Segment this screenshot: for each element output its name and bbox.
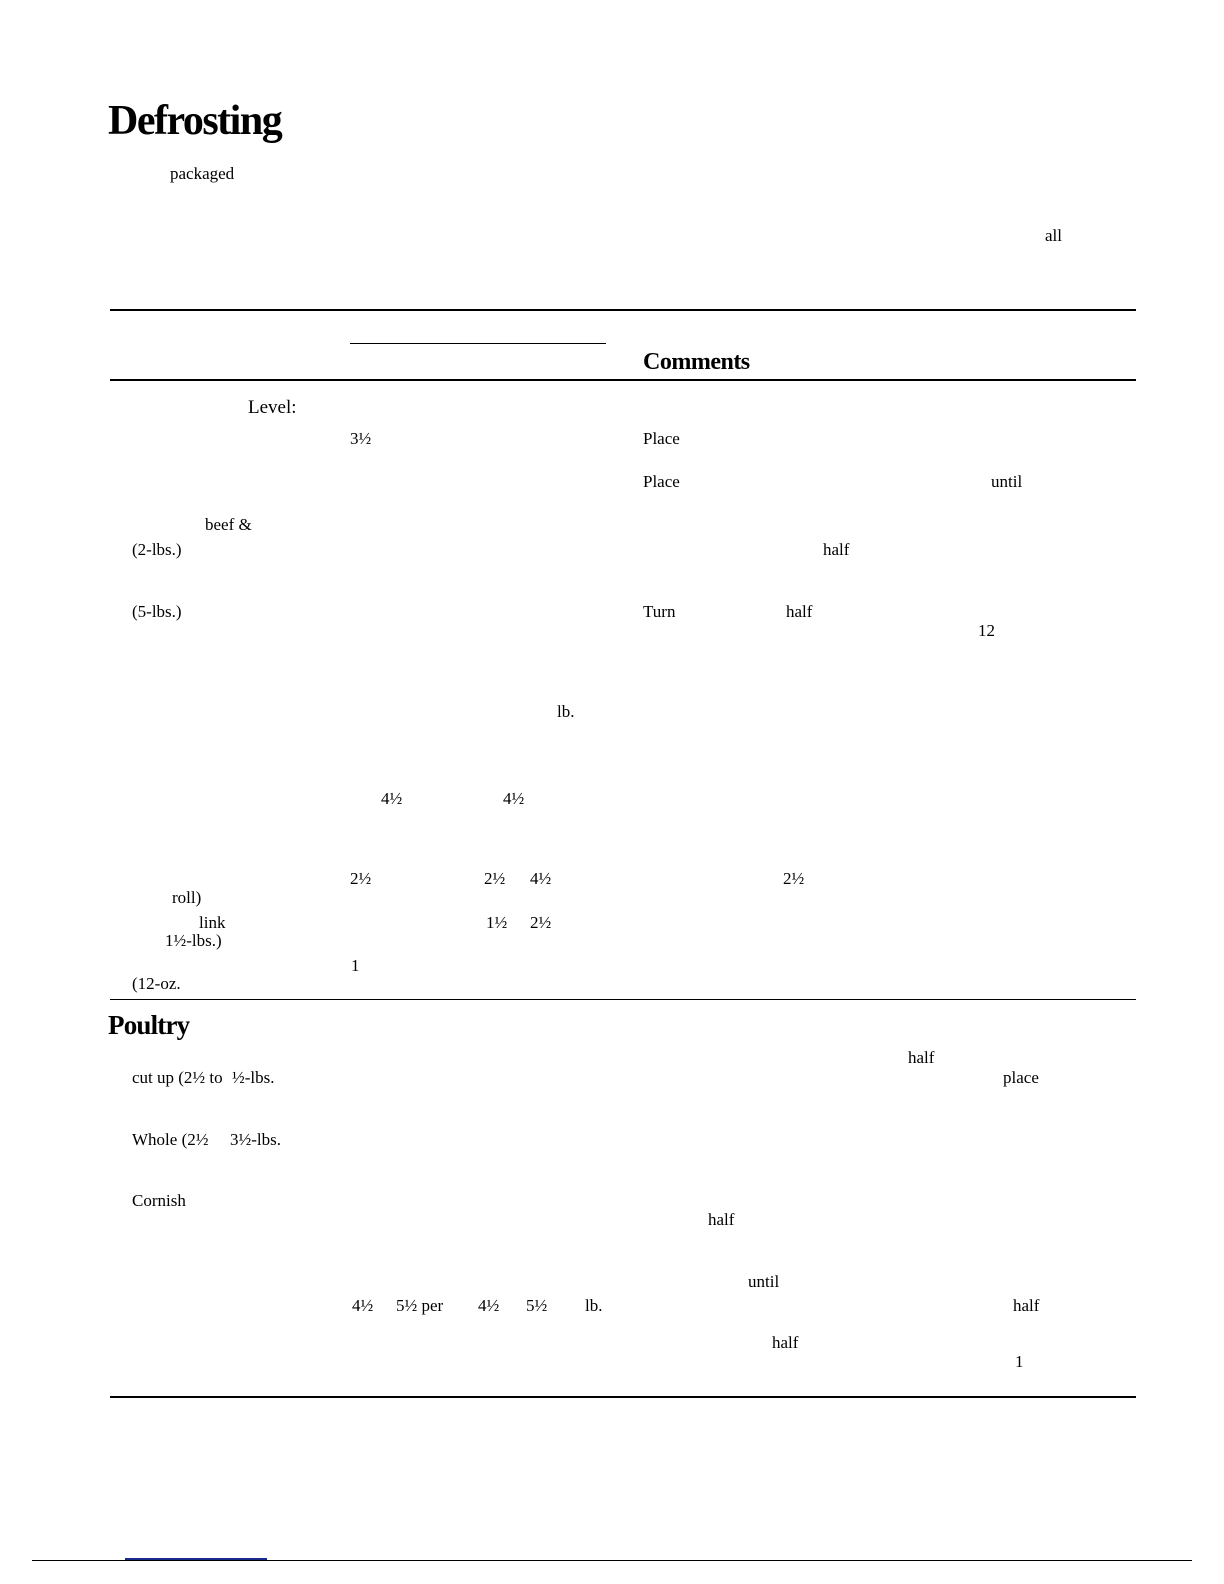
poultry-r3-c1b: 3½-lbs. (230, 1130, 281, 1149)
meat-r9-c1: roll) (172, 888, 202, 907)
level-label: Level: (248, 397, 297, 418)
meat-r10-c3a: 1½ (486, 913, 508, 932)
footer-rule (32, 1560, 1192, 1561)
meat-r3-c1: beef & (205, 515, 252, 534)
table-top-rule (110, 309, 1136, 311)
poultry-r4-c1: Cornish (132, 1191, 186, 1210)
meat-r5-c6: 12 (978, 621, 995, 640)
poultry-r3-c1: Whole (2½ (132, 1130, 209, 1149)
meat-r1-c4: Place (643, 429, 680, 448)
poultry-r2-c5: place (1003, 1068, 1039, 1087)
meat-section-rule (110, 999, 1136, 1000)
meat-r5-c5: half (786, 602, 813, 621)
page-title: Defrosting (108, 98, 282, 144)
meat-r8-c3b: 4½ (530, 869, 552, 888)
meat-r10-c3b: 2½ (530, 913, 552, 932)
footer-accent-bar (125, 1558, 267, 1560)
intro-fragment-2: all (1045, 226, 1062, 245)
meat-r4-c4: half (823, 540, 850, 559)
meat-r4-c1: (2-lbs.) (132, 540, 182, 559)
meat-r12-c2: 1 (351, 956, 360, 975)
meat-r2-c4: Place (643, 472, 680, 491)
poultry-r8-c4: half (772, 1333, 799, 1352)
meat-r7-c3: 4½ (503, 789, 525, 808)
meat-r8-c4: 2½ (783, 869, 805, 888)
poultry-title: Poultry (108, 1010, 190, 1040)
meat-r11-c1: 1½-lbs.) (165, 931, 222, 950)
meat-r8-c3a: 2½ (484, 869, 506, 888)
meat-r5-c4: Turn (643, 602, 676, 621)
power-level-header-rule (350, 343, 606, 344)
intro-fragment-1: packaged (170, 164, 235, 183)
meat-r5-c1: (5-lbs.) (132, 602, 182, 621)
table-header-rule (110, 379, 1136, 381)
poultry-r7-c5: half (1013, 1296, 1040, 1315)
table-bottom-rule (110, 1396, 1136, 1398)
poultry-r9-c5: 1 (1015, 1352, 1024, 1371)
poultry-r7-c3b: 5½ (526, 1296, 548, 1315)
poultry-r7-c2a: 4½ (352, 1296, 374, 1315)
comments-header: Comments (643, 349, 750, 375)
meat-r13-c1: (12-oz. (132, 974, 181, 993)
meat-r8-c2: 2½ (350, 869, 372, 888)
poultry-r7-c2b: 5½ per (396, 1296, 444, 1315)
poultry-r6-c4: until (748, 1272, 780, 1291)
poultry-r5-c4: half (708, 1210, 735, 1229)
poultry-r7-c3a: 4½ (478, 1296, 500, 1315)
poultry-r1-c5: half (908, 1048, 935, 1067)
poultry-r2-c1: cut up (2½ to (132, 1068, 223, 1087)
meat-r10-c1: link (199, 913, 226, 932)
meat-r2-c5: until (991, 472, 1023, 491)
poultry-r7-c3c: lb. (585, 1296, 603, 1315)
meat-r1-c2: 3½ (350, 429, 372, 448)
meat-r6-c3: lb. (557, 702, 575, 721)
meat-r7-c2: 4½ (381, 789, 403, 808)
poultry-r2-c1b: ½-lbs. (232, 1068, 275, 1087)
